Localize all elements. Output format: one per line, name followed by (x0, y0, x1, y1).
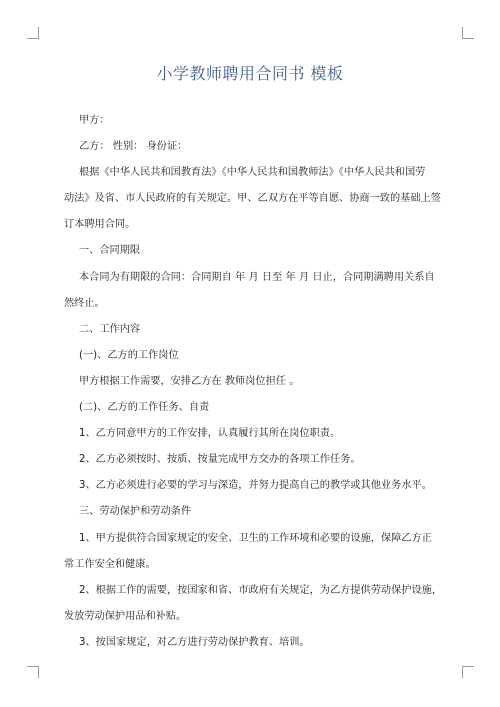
document-line: 3、乙方必须进行必要的学习与深造，并努力提高自己的教学或其他业务水平。 (79, 480, 432, 492)
document-line: 三、劳动保护和劳动条件 (79, 506, 192, 518)
document-line: 3、按国家规定，对乙方进行劳动保护教育、培训。 (79, 636, 310, 648)
document-line: 本合同为有期限的合同：合同期自 年 月 日至 年 月 日止，合同期满聘用关系自 (79, 271, 435, 283)
document-line: 乙方： 性别： 身份证： (79, 141, 188, 153)
crop-mark-top-left (27, 27, 39, 39)
document-line: 然终止。 (64, 297, 105, 309)
document-line: 发放劳动保护用品和补贴。 (64, 610, 187, 622)
document-line: (一)、乙方的工作岗位 (79, 349, 179, 361)
document-body (64, 108, 443, 656)
document-line: 动法》及省、市人民政府的有关规定。甲、乙双方在平等自愿、协商一致的基础上签 (64, 193, 441, 205)
document-line: (二)、乙方的工作任务、自责 (79, 402, 210, 414)
document-line: 二、工作内容 (79, 323, 141, 335)
crop-mark-bottom-left (27, 666, 39, 678)
document-line: 1、乙方同意甲方的工作安排，认真履行其所在岗位职责。 (79, 428, 341, 440)
document-line: 甲方根据工作需要，安排乙方在 教师岗位担任 。 (79, 375, 300, 387)
document-line: 一、合同期限 (79, 245, 141, 257)
document-line: 根据《中华人民共和国教育法》《中华人民共和国教师法》《中华人民共和国劳 (79, 167, 426, 179)
document-line: 1、甲方提供符合国家规定的安全、卫生的工作环境和必要的设施，保障乙方正 (79, 532, 432, 544)
crop-mark-top-right (462, 27, 474, 39)
document-line: 2、根据工作的需要，按国家和省、市政府有关规定，为乙方提供劳动保护设施， (79, 584, 443, 596)
document-line: 甲方： (79, 115, 110, 126)
crop-mark-bottom-right (462, 666, 474, 678)
document-line: 订本聘用合同。 (64, 219, 136, 231)
document-line: 2、乙方必须按时、按质、按量完成甲方交办的各项工作任务。 (79, 454, 361, 466)
document-line: 常工作安全和健康。 (64, 558, 156, 570)
document-title: 小学教师聘用合同书 模板 (156, 64, 344, 83)
